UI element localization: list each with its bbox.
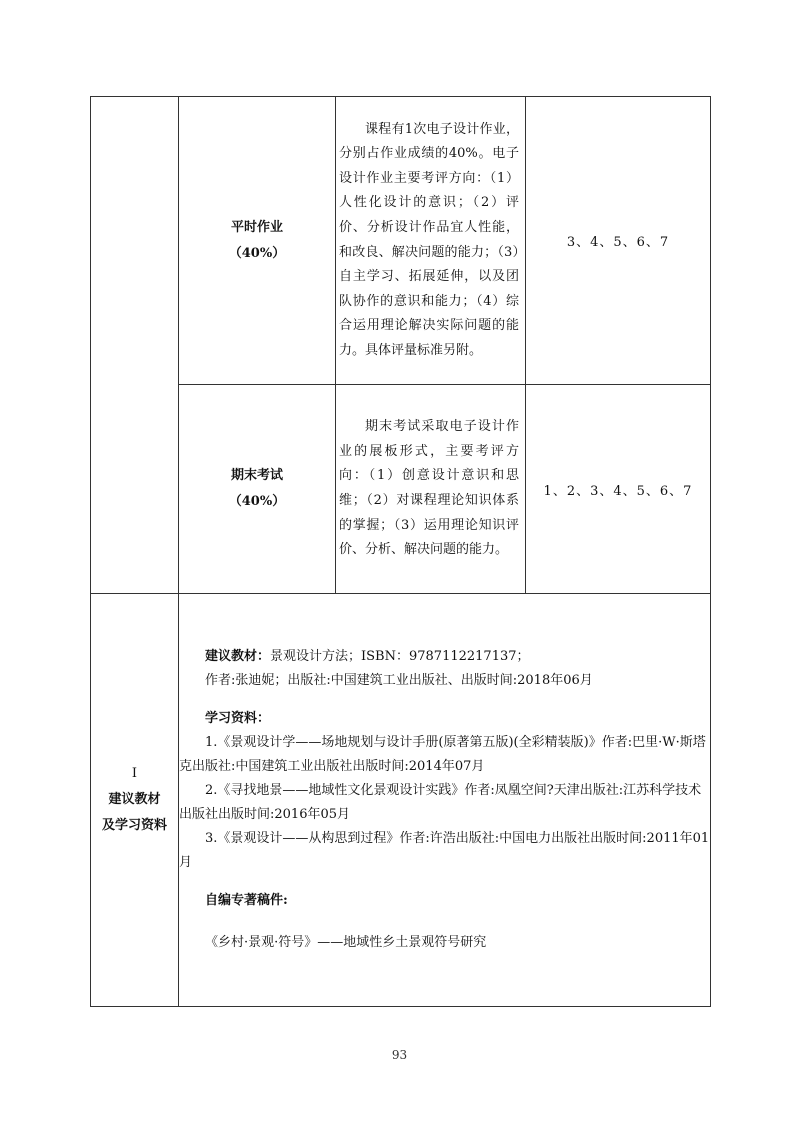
material-item: 3.《景观设计——从构思到过程》作者:许浩出版社:中国电力出版社出版时间:2011年01月 [179, 831, 710, 870]
assessment-percent: （40%） [228, 245, 286, 261]
section-roman: I [131, 766, 138, 781]
assessment-percent: （40%） [228, 494, 286, 509]
textbook-label: 建议教材： [205, 649, 271, 664]
references-cell [179, 594, 711, 1007]
assessment-description: 期末考试采取电子设计作业的展板形式，主要考评方向：（1）创意设计意识和思维；（2）对课程理论知识体系的掌握；（3）运用理论知识评价、分析、解决问题的能力。 [339, 419, 519, 558]
materials-label: 学习资料： [205, 711, 271, 726]
section-label-line2: 及学习资料 [101, 818, 167, 833]
section-label-line1: 建议教材 [108, 792, 161, 807]
self-work-label: 自编专著稿件: [205, 893, 288, 908]
assessment-description: 课程有1次电子设计作业，分别占作业成绩的40%。电子设计作业主要考评方向：（1）人性化设计的意识；（2）评价、分析设计作品宜人性能，和改良、解决问题的能力；（3）自主学习、拓展延伸，以及团队协作的意识和能力；（4）综合运用理论解决实际问题的能力。具体评量标准另附。 [339, 121, 519, 358]
self-work-title: 《乡村·景观·符号》——地域性乡土景观符号研究 [205, 935, 487, 950]
goals-cell: 1、2、3、4、5、6、7 [526, 385, 711, 594]
assessment-desc-cell [336, 385, 526, 594]
table-row [91, 97, 711, 385]
page-number: 93 [391, 1048, 408, 1062]
empty-cell [91, 97, 179, 594]
assessment-label-cell [179, 385, 336, 594]
material-item: 2.《寻找地景——地域性文化景观设计实践》作者:凤凰空间?天津出版社:江苏科学技术出版社出版时间:2016年05月 [179, 783, 702, 822]
goals-cell: 3、4、5、6、7 [526, 97, 711, 385]
textbook-info: 作者:张迪妮；出版社:中国建筑工业出版社、出版时间:2018年06月 [205, 673, 593, 688]
assessment-label: 期末考试 [230, 468, 283, 483]
table-row [91, 594, 711, 1007]
assessment-label-cell [179, 97, 336, 385]
assessment-desc-cell [336, 97, 526, 385]
assessment-label: 平时作业 [230, 219, 283, 235]
textbook-title: 景观设计方法；ISBN：9787112217137； [270, 649, 530, 664]
section-label-cell [91, 594, 179, 1007]
table-row [91, 385, 711, 594]
material-item: 1.《景观设计学——场地规划与设计手册(原著第五版)(全彩精装版)》作者:巴里·W·斯塔克出版社:中国建筑工业出版社出版时间:2014年07月 [179, 735, 706, 774]
assessment-table [90, 96, 711, 1007]
